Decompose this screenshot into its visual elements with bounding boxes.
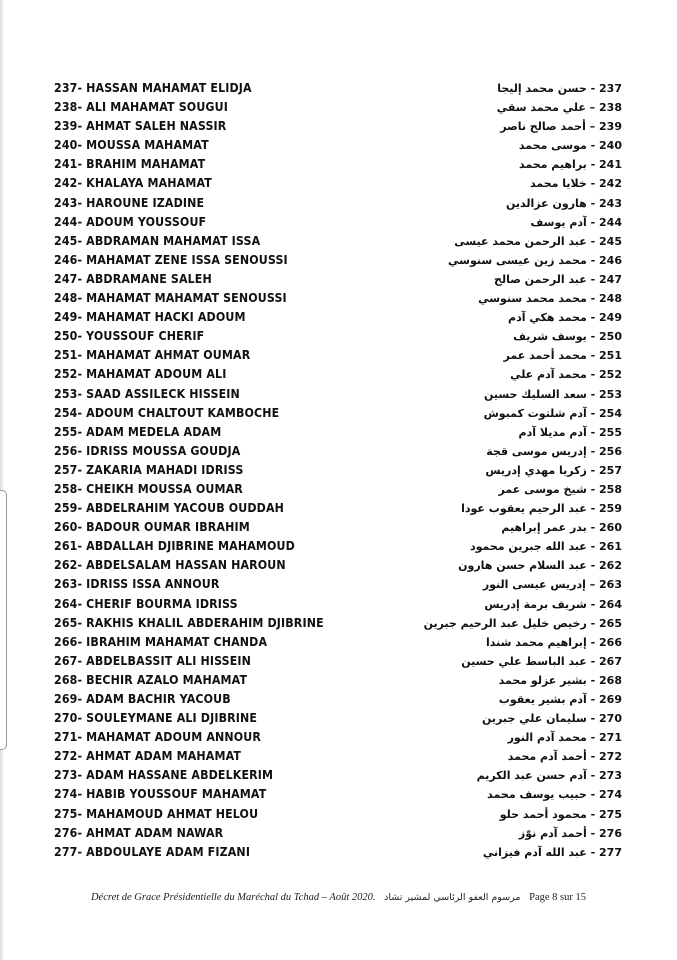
name-latin: 253- SAAD ASSILECK HISSEIN [54, 386, 240, 401]
name-arabic: 267 - عبد الباسط علي حسين [461, 654, 622, 668]
name-latin: 254- ADOUM CHALTOUT KAMBOCHE [54, 405, 280, 420]
name-arabic: 254 - آدم شلتوت كمبوش [483, 406, 622, 420]
name-latin: 255- ADAM MEDELA ADAM [54, 424, 222, 439]
name-arabic: 262 - عبد السلام حسن هارون [458, 559, 622, 573]
name-arabic: 259 - عبد الرحيم يعقوب عودا [461, 502, 622, 516]
name-arabic: 258 - شيخ موسى عمر [498, 482, 622, 496]
page-footer [0, 892, 677, 903]
name-arabic: 265 - رخيص خليل عبد الرحيم جبرين [423, 616, 622, 630]
list-item [54, 346, 622, 365]
name-latin: 270- SOULEYMANE ALI DJIBRINE [54, 711, 258, 726]
list-item [54, 365, 622, 384]
name-latin: 260- BADOUR OUMAR IBRAHIM [54, 520, 250, 535]
name-arabic: 239 – أحمد صالح ناصر [500, 120, 622, 134]
name-arabic: 249 - محمد هكي آدم [508, 311, 622, 325]
list-item [54, 843, 622, 862]
name-latin: 257- ZAKARIA MAHADI IDRISS [54, 462, 244, 477]
name-latin: 241- BRAHIM MAHAMAT [54, 157, 206, 172]
name-latin: 246- MAHAMAT ZENE ISSA SENOUSSI [54, 252, 288, 267]
name-latin: 250- YOUSSOUF CHERIF [54, 329, 205, 344]
list-item [54, 136, 622, 155]
name-arabic: 246 - محمد زين عيسى سنوسي [448, 253, 622, 267]
name-arabic: 274 - حبيب يوسف محمد [487, 788, 622, 802]
list-item [54, 327, 622, 346]
list-item [54, 652, 622, 671]
name-arabic: 270 - سليمان علي جبرين [482, 712, 622, 726]
name-latin: 265- RAKHIS KHALIL ABDERAHIM DJIBRINE [54, 615, 324, 630]
name-arabic: 247 - عبد الرحمن صالح [494, 272, 622, 286]
list-item [54, 404, 622, 423]
name-arabic: 243 - هارون عزالدين [506, 196, 622, 210]
list-item [54, 423, 622, 442]
list-item [54, 79, 622, 98]
name-arabic: 250 - يوسف شريف [513, 330, 622, 344]
footer-page-number: Page 8 sur 15 [529, 892, 587, 903]
list-item [54, 556, 622, 575]
name-latin: 252- MAHAMAT ADOUM ALI [54, 367, 227, 382]
name-arabic: 264 - شريف برمة إدريس [484, 597, 622, 611]
list-item [54, 633, 622, 652]
list-item [54, 575, 622, 594]
name-arabic: 245 - عبد الرحمن محمد عيسى [454, 234, 622, 248]
list-item [54, 442, 622, 461]
name-arabic: 251 - محمد أحمد عمر [503, 349, 622, 363]
name-latin: 243- HAROUNE IZADINE [54, 195, 205, 210]
list-item [54, 174, 622, 193]
list-item [54, 595, 622, 614]
list-item [54, 824, 622, 843]
name-latin: 276- AHMAT ADAM NAWAR [54, 825, 224, 840]
name-arabic: 275 - محمود أحمد حلو [499, 807, 622, 821]
pardon-list [54, 79, 622, 862]
name-latin: 263- IDRISS ISSA ANNOUR [54, 577, 220, 592]
name-arabic: 242 - خلايا محمد [529, 177, 622, 191]
page-edge-shadow [0, 0, 4, 960]
name-latin: 251- MAHAMAT AHMAT OUMAR [54, 348, 251, 363]
name-latin: 275- MAHAMOUD AHMAT HELOU [54, 806, 259, 821]
list-item [54, 671, 622, 690]
name-arabic: 241 - براهيم محمد [519, 158, 622, 172]
name-arabic: 257 - زكريا مهدي إدريس [485, 463, 622, 477]
name-latin: 256- IDRISS MOUSSA GOUDJA [54, 443, 241, 458]
name-arabic: 238 – علي محمد سقي [496, 101, 622, 115]
list-item [54, 98, 622, 117]
list-item [54, 385, 622, 404]
name-arabic: 266 - إبراهيم محمد شندا [485, 635, 622, 649]
name-latin: 274- HABIB YOUSSOUF MAHAMAT [54, 787, 267, 802]
name-arabic: 277 - عبد الله آدم فيزاني [482, 845, 622, 859]
list-item [54, 805, 622, 824]
name-arabic: 253 - سعد السليك حسين [483, 387, 622, 401]
list-item [54, 537, 622, 556]
name-latin: 261- ABDALLAH DJIBRINE MAHAMOUD [54, 539, 295, 554]
list-item [54, 251, 622, 270]
list-item [54, 518, 622, 537]
list-item [54, 766, 622, 785]
list-item [54, 117, 622, 136]
list-item [54, 289, 622, 308]
name-latin: 272- AHMAT ADAM MAHAMAT [54, 749, 242, 764]
name-arabic: 272 - أحمد آدم محمد [507, 750, 622, 764]
name-latin: 248- MAHAMAT MAHAMAT SENOUSSI [54, 291, 287, 306]
name-latin: 249- MAHAMAT HACKI ADOUM [54, 310, 246, 325]
name-arabic: 252 - محمد آدم علي [510, 368, 622, 382]
name-arabic: 261 - عبد الله جبرين محمود [469, 540, 622, 554]
list-item [54, 155, 622, 174]
name-latin: 259- ABDELRAHIM YACOUB OUDDAH [54, 501, 285, 516]
name-latin: 273- ADAM HASSANE ABDELKERIM [54, 768, 274, 783]
name-arabic: 268 - بشير عزلو محمد [498, 673, 622, 687]
list-item [54, 194, 622, 213]
name-latin: 277- ABDOULAYE ADAM FIZANI [54, 844, 251, 859]
name-latin: 268- BECHIR AZALO MAHAMAT [54, 672, 248, 687]
name-latin: 262- ABDELSALAM HASSAN HAROUN [54, 558, 286, 573]
name-arabic: 260 - بدر عمر إبراهيم [501, 521, 622, 535]
list-item [54, 232, 622, 251]
list-item [54, 690, 622, 709]
name-latin: 247- ABDRAMANE SALEH [54, 271, 212, 286]
list-item [54, 747, 622, 766]
name-latin: 239- AHMAT SALEH NASSIR [54, 119, 227, 134]
list-item [54, 499, 622, 518]
name-arabic: 263 – إدريس عيسى النور [482, 578, 622, 592]
name-latin: 240- MOUSSA MAHAMAT [54, 138, 209, 153]
list-item [54, 709, 622, 728]
list-item [54, 480, 622, 499]
list-item [54, 461, 622, 480]
name-latin: 266- IBRAHIM MAHAMAT CHANDA [54, 634, 268, 649]
margin-tab [0, 490, 7, 750]
list-item [54, 213, 622, 232]
name-arabic: 244 - آدم يوسف [530, 215, 622, 229]
name-arabic: 271 - محمد آدم النور [507, 731, 622, 745]
footer-arabic: مرسوم العفو الرئاسي لمشير تشاد [384, 892, 521, 903]
name-latin: 237- HASSAN MAHAMAT ELIDJA [54, 81, 252, 95]
footer-decree: Décret de Grace Présidentielle du Maréchal du Tchad – Août 2020. [90, 892, 376, 903]
name-arabic: 237 - حسن محمد إليجا [497, 82, 622, 95]
name-latin: 244- ADOUM YOUSSOUF [54, 214, 207, 229]
name-arabic: 240 - موسى محمد [518, 139, 622, 153]
name-latin: 267- ABDELBASSIT ALI HISSEIN [54, 653, 252, 668]
list-item [54, 270, 622, 289]
name-latin: 242- KHALAYA MAHAMAT [54, 176, 212, 191]
name-latin: 271- MAHAMAT ADOUM ANNOUR [54, 730, 262, 745]
name-latin: 238- ALI MAHAMAT SOUGUI [54, 100, 228, 115]
name-latin: 245- ABDRAMAN MAHAMAT ISSA [54, 233, 261, 248]
name-arabic: 276 - أحمد آدم نوّز [518, 826, 622, 840]
list-item [54, 785, 622, 804]
name-arabic: 255 - آدم مديلا آدم [518, 425, 622, 439]
list-item [54, 728, 622, 747]
name-arabic: 269 - آدم بشير يعقوب [498, 693, 622, 706]
list-item [54, 308, 622, 327]
name-latin: 258- CHEIKH MOUSSA OUMAR [54, 481, 243, 496]
name-arabic: 273 - آدم حسن عبد الكريم [476, 769, 622, 783]
name-latin: 269- ADAM BACHIR YACOUB [54, 692, 231, 706]
name-latin: 264- CHERIF BOURMA IDRISS [54, 596, 238, 611]
name-arabic: 248 - محمد محمد سنوسي [478, 292, 622, 306]
list-item [54, 614, 622, 633]
name-arabic: 256 - إدريس موسى قجة [486, 444, 622, 458]
